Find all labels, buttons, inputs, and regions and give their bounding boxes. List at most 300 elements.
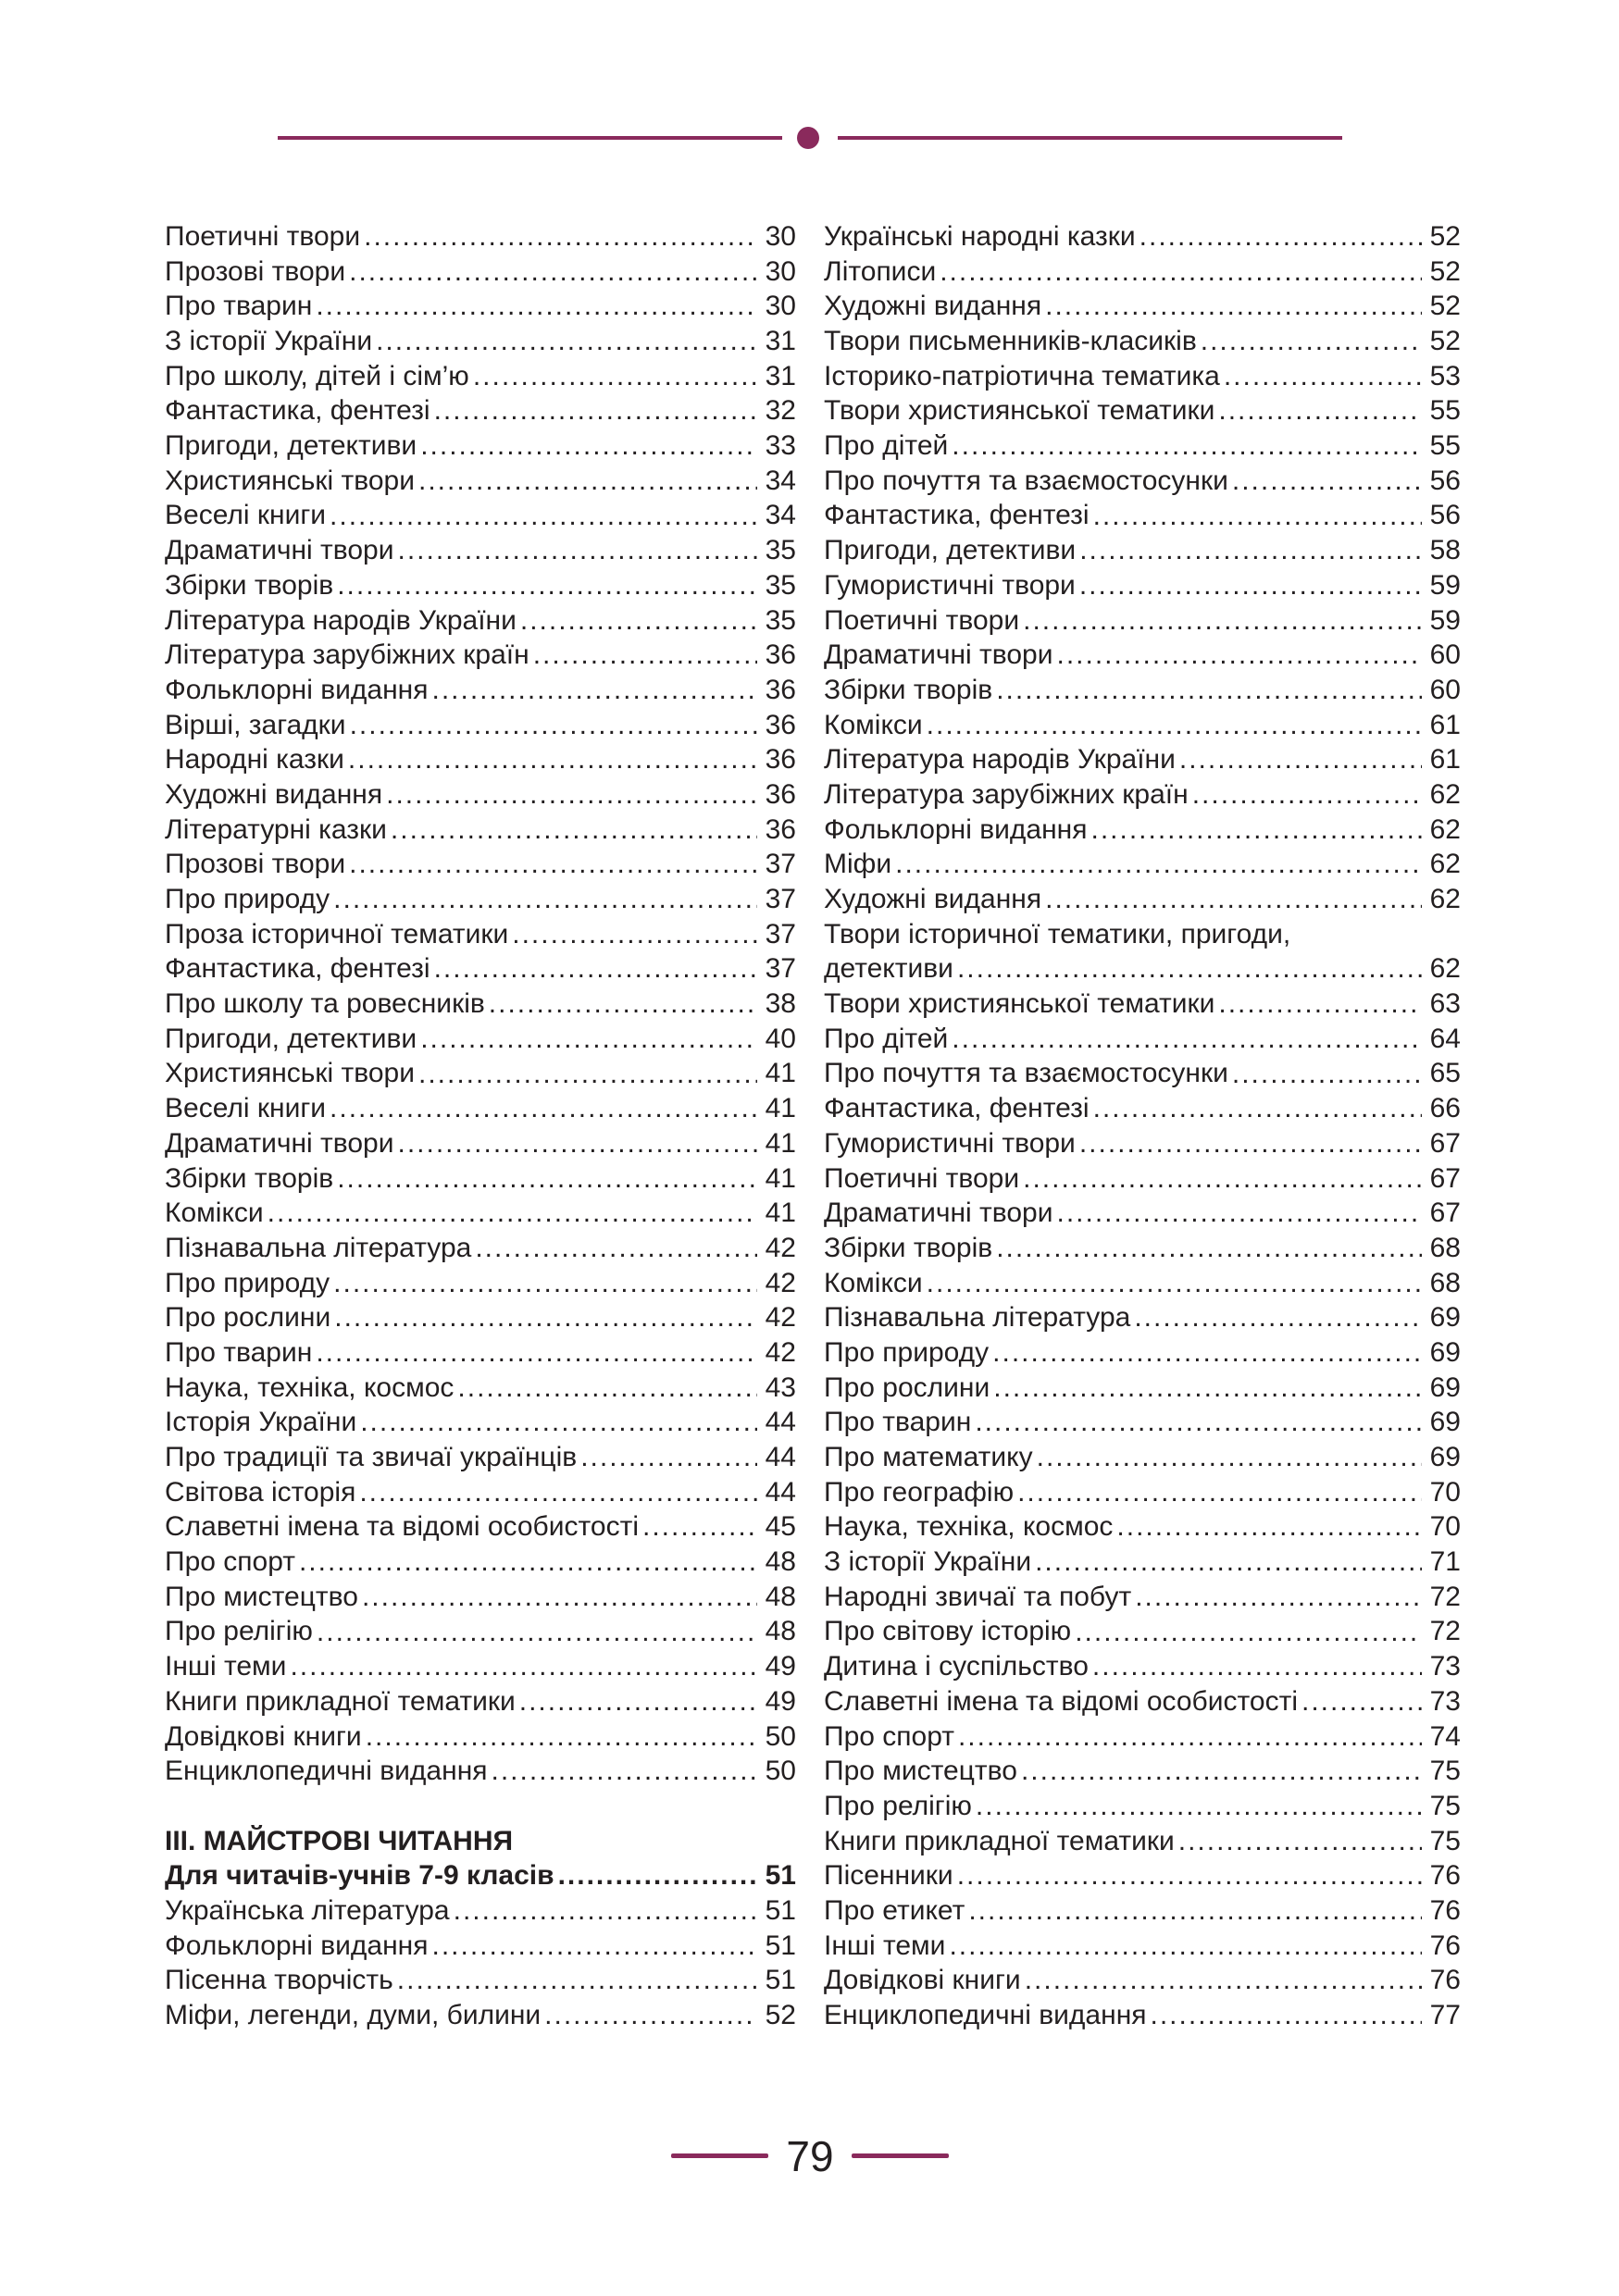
toc-entry-page: 60	[1429, 639, 1461, 671]
toc-entry[interactable]	[165, 359, 796, 394]
toc-entry[interactable]	[165, 1405, 796, 1440]
toc-entry-page: 51	[765, 1860, 796, 1892]
toc-entry-page: 30	[765, 220, 796, 252]
toc-entry-page: 56	[1429, 500, 1461, 531]
toc-entry-label: Інші теми	[165, 1651, 287, 1682]
toc-entry[interactable]	[824, 464, 1461, 499]
toc-entry[interactable]	[165, 1300, 796, 1335]
toc-entry-page: 55	[1429, 430, 1461, 462]
page-number: 79	[786, 2132, 834, 2180]
toc-entry-page: 36	[765, 674, 796, 705]
toc-entry-page: 44	[765, 1442, 796, 1473]
toc-entry-page: 69	[1429, 1336, 1461, 1368]
toc-entry[interactable]	[824, 1475, 1461, 1510]
toc-entry-label: Літературні казки	[165, 813, 387, 845]
dot-leader	[398, 533, 758, 568]
toc-entry-label: Фантастика, фентезі	[165, 395, 430, 427]
dot-leader	[1025, 1963, 1422, 1998]
toc-entry-page: 58	[1429, 535, 1461, 566]
toc-entry[interactable]	[165, 1091, 796, 1126]
toc-entry-page: 67	[1429, 1162, 1461, 1194]
toc-entry[interactable]	[165, 708, 796, 743]
dot-leader	[976, 1789, 1422, 1824]
dot-leader	[418, 464, 757, 499]
dot-leader	[364, 219, 757, 254]
toc-entry-label: Про школу, дітей і сім’ю	[165, 360, 469, 391]
dot-leader	[1218, 987, 1422, 1022]
toc-entry-label: Фольклорні видання	[824, 813, 1088, 845]
toc-entry[interactable]	[824, 1963, 1461, 1998]
toc-entry-label: Про географію	[824, 1476, 1015, 1508]
dot-leader	[1192, 777, 1422, 813]
dot-leader	[949, 1929, 1422, 1964]
toc-entry[interactable]	[165, 254, 796, 290]
toc-entry[interactable]	[165, 917, 796, 952]
toc-entry[interactable]	[165, 1719, 796, 1755]
toc-entry-page: 77	[1429, 2000, 1461, 2031]
toc-entry[interactable]	[824, 1789, 1461, 1824]
dot-leader	[359, 1475, 757, 1510]
dot-leader	[1037, 1440, 1422, 1475]
toc-entry-label: Вірші, загадки	[165, 709, 346, 740]
toc-entry[interactable]	[165, 951, 796, 987]
toc-entry[interactable]	[824, 359, 1461, 394]
toc-entry[interactable]	[824, 1022, 1461, 1057]
toc-entry-page: 52	[1429, 220, 1461, 252]
toc-entry-page: 76	[1429, 1930, 1461, 1961]
dot-leader	[1224, 359, 1422, 394]
dot-leader	[940, 254, 1422, 290]
toc-entry[interactable]	[824, 673, 1461, 708]
dot-leader	[290, 1649, 757, 1684]
dot-leader	[1021, 1754, 1422, 1789]
toc-entry-page: 69	[1429, 1442, 1461, 1473]
toc-entry[interactable]	[824, 1684, 1461, 1719]
toc-entry[interactable]	[824, 1754, 1461, 1789]
dot-leader	[299, 1545, 757, 1580]
toc-entry-page: 70	[1429, 1511, 1461, 1543]
toc-entry-label: Християнські твори	[165, 1058, 415, 1089]
toc-entry[interactable]	[165, 1475, 796, 1510]
dot-leader	[580, 1440, 757, 1475]
toc-entry-page: 37	[765, 884, 796, 915]
toc-entry-page: 52	[1429, 326, 1461, 357]
toc-entry-page: 43	[765, 1371, 796, 1403]
toc-entry-label: Література народів України	[824, 744, 1176, 776]
toc-entry[interactable]	[824, 847, 1461, 882]
section-heading: III. МАЙСТРОВІ ЧИТАННЯ	[165, 1825, 514, 1856]
toc-entry[interactable]	[824, 777, 1461, 813]
toc-entry[interactable]	[165, 1998, 796, 2033]
dot-leader	[454, 1893, 757, 1929]
dot-leader	[512, 917, 757, 952]
dot-leader	[1232, 464, 1422, 499]
toc-entry[interactable]	[165, 1509, 796, 1545]
toc-entry[interactable]	[165, 1649, 796, 1684]
toc-entry[interactable]	[165, 813, 796, 848]
toc-entry[interactable]	[824, 1649, 1461, 1684]
toc-entry[interactable]	[824, 742, 1461, 777]
toc-entry-label: Історія України	[165, 1407, 357, 1438]
toc-entry[interactable]	[165, 638, 796, 673]
toc-entry-page: 55	[1429, 395, 1461, 427]
dot-leader	[1023, 1161, 1422, 1197]
dot-leader	[558, 1858, 757, 1893]
dot-leader	[996, 1231, 1422, 1266]
footer-line-left	[671, 2153, 768, 2158]
toc-entry-label: Про природу	[165, 884, 330, 915]
toc-entry-label: Пригоди, детективи	[824, 535, 1077, 566]
toc-entry-label: Славетні імена та відомі особистості	[824, 1685, 1298, 1717]
toc-entry[interactable]	[824, 289, 1461, 324]
toc-entry[interactable]	[824, 428, 1461, 464]
toc-entry[interactable]	[165, 1684, 796, 1719]
toc-entry[interactable]	[165, 1440, 796, 1475]
dot-leader	[1135, 1580, 1422, 1615]
toc-entry-page: 68	[1429, 1267, 1461, 1298]
toc-entry-label: Про природу	[165, 1267, 330, 1298]
toc-entry-label: Комікси	[824, 709, 923, 740]
dot-leader	[1218, 393, 1422, 428]
toc-entry-page: 36	[765, 778, 796, 810]
toc-entry[interactable]	[165, 1963, 796, 1998]
toc-entry-label: Гумористичні твори	[824, 569, 1076, 601]
toc-entry[interactable]	[824, 1196, 1461, 1231]
toc-entry-page: 48	[765, 1581, 796, 1612]
toc-entry-page: 42	[765, 1336, 796, 1368]
toc-entry[interactable]	[824, 1231, 1461, 1266]
toc-entry[interactable]	[824, 603, 1461, 639]
toc-entry[interactable]	[824, 882, 1461, 917]
toc-entry[interactable]	[165, 393, 796, 428]
toc-entry-page: 74	[1429, 1720, 1461, 1752]
dot-leader	[1301, 1684, 1422, 1719]
toc-entry-label: Проза історичної тематики	[165, 918, 509, 949]
dot-leader	[492, 1754, 757, 1789]
toc-entry-label: Для читачів-учнів 7-9 класів	[165, 1860, 554, 1892]
dot-leader	[349, 254, 757, 290]
toc-entry[interactable]	[165, 289, 796, 324]
toc-entry[interactable]	[824, 499, 1461, 534]
toc-entry-label: Світова історія	[165, 1476, 356, 1508]
toc-list-right-bottom	[824, 987, 1461, 2033]
toc-entry[interactable]	[824, 1300, 1461, 1335]
dot-leader	[420, 1022, 757, 1057]
toc-entry-page: 52	[765, 2000, 796, 2031]
toc-entry-label: Про почуття та взаємостосунки	[824, 465, 1228, 496]
toc-entry-label: Довідкові книги	[165, 1720, 362, 1752]
toc-entry[interactable]	[824, 1440, 1461, 1475]
toc-entry-label: Поетичні твори	[165, 220, 361, 252]
toc-entry[interactable]	[165, 1929, 796, 1964]
toc-entry[interactable]	[824, 708, 1461, 743]
toc-entry-page: 62	[1429, 884, 1461, 915]
toc-entry[interactable]	[824, 1335, 1461, 1371]
dot-leader	[952, 1022, 1422, 1057]
toc-entry[interactable]	[824, 1615, 1461, 1650]
toc-entry-page: 30	[765, 291, 796, 322]
toc-entry[interactable]	[824, 1858, 1461, 1893]
dot-leader	[1232, 1057, 1422, 1092]
dot-leader	[968, 1893, 1422, 1929]
toc-entry-label: Про тварин	[824, 1407, 972, 1438]
footer-line-right	[852, 2153, 949, 2158]
toc-entry[interactable]	[165, 1266, 796, 1301]
dot-leader	[1079, 1126, 1422, 1161]
dot-leader	[533, 638, 757, 673]
toc-entry-label: Пізнавальна література	[824, 1302, 1131, 1334]
toc-entry-page: 35	[765, 535, 796, 566]
dot-leader	[362, 1580, 757, 1615]
toc-entry-label: Українська література	[165, 1894, 450, 1926]
toc-entry-label: Дитина і суспільство	[824, 1651, 1089, 1682]
toc-entry[interactable]	[824, 324, 1461, 359]
toc-entry[interactable]	[165, 533, 796, 568]
toc-entry-label: Про почуття та взаємостосунки	[824, 1058, 1228, 1089]
toc-entry[interactable]	[165, 1335, 796, 1371]
toc-entry-page: 67	[1429, 1127, 1461, 1159]
toc-entry-page: 62	[1429, 953, 1461, 985]
dot-leader	[348, 742, 757, 777]
dot-leader	[1045, 882, 1422, 917]
toc-entry-label: Про спорт	[824, 1720, 954, 1752]
toc-entry-label: Прозові твори	[165, 255, 346, 287]
toc-entry[interactable]	[824, 638, 1461, 673]
toc-entry-label: Про рослини	[824, 1371, 990, 1403]
toc-entry-label: Твори християнської тематики	[824, 988, 1215, 1020]
toc-entry-page: 37	[765, 918, 796, 949]
toc-entry-page: 63	[1429, 988, 1461, 1020]
toc-entry[interactable]	[165, 1615, 796, 1650]
toc-entry-page: 42	[765, 1232, 796, 1263]
toc-entry-page: 31	[765, 360, 796, 391]
dot-leader	[333, 1266, 757, 1301]
toc-entry[interactable]	[824, 568, 1461, 603]
toc-entry[interactable]	[824, 393, 1461, 428]
toc-entry-label: Пісенники	[824, 1860, 953, 1892]
dot-leader	[975, 1405, 1422, 1440]
toc-entry-label: Про світову історію	[824, 1616, 1072, 1647]
toc-entry[interactable]	[165, 1231, 796, 1266]
toc-entry-label: Про математику	[824, 1442, 1033, 1473]
toc-entry[interactable]	[824, 1405, 1461, 1440]
toc-entry[interactable]	[824, 1371, 1461, 1406]
dot-leader	[434, 951, 757, 987]
toc-entry[interactable]	[165, 1545, 796, 1580]
toc-entry-page: 73	[1429, 1685, 1461, 1717]
toc-entry[interactable]	[824, 254, 1461, 290]
toc-entry[interactable]	[165, 777, 796, 813]
toc-entry[interactable]	[165, 464, 796, 499]
toc-entry-two-line[interactable]	[824, 917, 1461, 987]
toc-entry-label: Народні казки	[165, 744, 344, 776]
toc-entry-page: 41	[765, 1162, 796, 1194]
toc-entry[interactable]	[824, 1161, 1461, 1197]
toc-entry-page: 73	[1429, 1651, 1461, 1682]
toc-entry-label: Художні видання	[824, 884, 1042, 915]
toc-entry-label: Славетні імена та відомі особистості	[165, 1511, 639, 1543]
dot-leader	[360, 1405, 757, 1440]
toc-entry-page: 41	[765, 1198, 796, 1229]
dot-leader	[1079, 533, 1422, 568]
toc-entry[interactable]	[165, 882, 796, 917]
toc-entry-page: 44	[765, 1476, 796, 1508]
dot-leader	[1045, 289, 1422, 324]
toc-entry-label: Фольклорні видання	[165, 1930, 429, 1961]
toc-entry[interactable]	[165, 1161, 796, 1197]
toc-entry-page: 72	[1429, 1616, 1461, 1647]
toc-entry[interactable]	[165, 673, 796, 708]
toc-entry[interactable]	[165, 1858, 796, 1893]
toc-entry-page: 34	[765, 500, 796, 531]
toc-entry-label: Книги прикладної тематики	[824, 1825, 1175, 1856]
toc-entry-page: 71	[1429, 1546, 1461, 1578]
toc-entry[interactable]	[824, 1509, 1461, 1545]
toc-column-left	[165, 219, 796, 2033]
toc-entry[interactable]	[165, 1893, 796, 1929]
dot-leader	[1201, 324, 1422, 359]
toc-entry-label: Про тварин	[165, 1336, 313, 1368]
toc-entry-page: 49	[765, 1685, 796, 1717]
toc-entry[interactable]	[165, 219, 796, 254]
toc-entry[interactable]	[165, 428, 796, 464]
toc-entry[interactable]	[165, 1057, 796, 1092]
toc-entry-page: 38	[765, 988, 796, 1020]
toc-entry[interactable]	[824, 219, 1461, 254]
toc-entry-page: 75	[1429, 1756, 1461, 1787]
dot-leader	[334, 1300, 757, 1335]
dot-leader	[457, 1371, 757, 1406]
toc-entry-label: Християнські твори	[165, 465, 415, 496]
toc-entry-label: Прозові твори	[165, 849, 346, 880]
toc-entry-label: Про релігію	[165, 1616, 313, 1647]
toc-entry-label: Довідкові книги	[824, 1965, 1021, 1996]
toc-entry[interactable]	[165, 1196, 796, 1231]
dot-leader	[349, 847, 757, 882]
toc-entry[interactable]	[824, 1998, 1461, 2033]
toc-entry-page: 69	[1429, 1302, 1461, 1334]
toc-entry[interactable]	[165, 1580, 796, 1615]
toc-entry[interactable]	[165, 1371, 796, 1406]
toc-entry[interactable]	[165, 603, 796, 639]
dot-leader	[993, 1371, 1422, 1406]
toc-entry-label: Про тварин	[165, 291, 313, 322]
toc-entry-label-line1: Твори історичної тематики, пригоди,	[824, 918, 1291, 949]
toc-entry-page: 52	[1429, 255, 1461, 287]
dot-leader	[431, 673, 757, 708]
dot-leader	[1179, 742, 1422, 777]
dot-leader	[992, 1335, 1422, 1371]
dot-leader	[1178, 1824, 1422, 1859]
toc-entry-page: 50	[765, 1756, 796, 1787]
toc-list-left	[165, 219, 796, 1789]
toc-entry-page: 76	[1429, 1860, 1461, 1892]
dot-leader	[431, 1929, 757, 1964]
toc-entry[interactable]	[165, 1754, 796, 1789]
toc-entry-label: Пізнавальна література	[165, 1232, 472, 1263]
toc-entry-label: Збірки творів	[824, 1232, 993, 1263]
toc-entry-page: 49	[765, 1651, 796, 1682]
toc-entry-label: Міфи, легенди, думи, билини	[165, 2000, 542, 2031]
dot-leader	[473, 359, 757, 394]
toc-entry[interactable]	[824, 1266, 1461, 1301]
toc-entry[interactable]	[824, 1719, 1461, 1755]
toc-entry-page: 50	[765, 1720, 796, 1752]
toc-entry-label: Про мистецтво	[165, 1581, 358, 1612]
dot-leader	[952, 428, 1422, 464]
toc-entry-page: 75	[1429, 1825, 1461, 1856]
toc-entry-label: Фольклорні видання	[165, 674, 429, 705]
toc-entry-label: Художні видання	[824, 291, 1042, 322]
toc-entry[interactable]	[165, 742, 796, 777]
toc-entry-page: 51	[765, 1930, 796, 1961]
toc-entry[interactable]	[824, 1091, 1461, 1126]
toc-entry-label: Енциклопедичні видання	[824, 2000, 1147, 2031]
toc-entry[interactable]	[824, 1893, 1461, 1929]
toc-entry-label: Про спорт	[165, 1546, 295, 1578]
dot-leader	[927, 1266, 1422, 1301]
dot-leader	[366, 1719, 757, 1755]
toc-entry-page: 41	[765, 1093, 796, 1124]
toc-entry[interactable]	[824, 1929, 1461, 1964]
toc-entry-page: 56	[1429, 465, 1461, 496]
toc-entry-page: 41	[765, 1127, 796, 1159]
toc-entry-label: Літописи	[824, 255, 937, 287]
toc-entry[interactable]	[824, 1545, 1461, 1580]
dot-leader	[957, 1858, 1422, 1893]
toc-entry[interactable]	[824, 987, 1461, 1022]
toc-entry-label: Поетичні твори	[824, 604, 1020, 636]
toc-entry-page: 59	[1429, 604, 1461, 636]
toc-entry-page: 35	[765, 604, 796, 636]
toc-entry-label: Про природу	[824, 1336, 990, 1368]
toc-entry-label: Художні видання	[165, 778, 383, 810]
toc-entry-page: 48	[765, 1546, 796, 1578]
dot-leader	[1093, 1091, 1422, 1126]
top-ornament	[278, 125, 1342, 151]
toc-entry-label: Драматичні твори	[824, 639, 1053, 671]
toc-entry[interactable]	[165, 568, 796, 603]
dot-leader	[333, 882, 757, 917]
toc-entry-label: Драматичні твори	[165, 1127, 394, 1159]
toc-entry-label: Наука, техніка, космос	[165, 1371, 455, 1403]
toc-entry[interactable]	[824, 813, 1461, 848]
toc-entry[interactable]	[165, 847, 796, 882]
toc-entry[interactable]	[165, 499, 796, 534]
ornament-line-left	[278, 136, 782, 140]
dot-leader	[958, 1719, 1422, 1755]
toc-entry-page: 67	[1429, 1198, 1461, 1229]
toc-entry-label: Фантастика, фентезі	[824, 1093, 1090, 1124]
toc-entry[interactable]	[165, 1022, 796, 1057]
toc-entry[interactable]	[824, 1126, 1461, 1161]
toc-entry-label: Про школу та ровесників	[165, 988, 485, 1020]
toc-entry[interactable]	[824, 1580, 1461, 1615]
toc-entry[interactable]	[824, 1057, 1461, 1092]
page-footer	[671, 2128, 949, 2184]
toc-entry-label: Про дітей	[824, 430, 949, 462]
toc-entry-page: 31	[765, 326, 796, 357]
toc-entry[interactable]	[824, 1824, 1461, 1859]
toc-entry-label: Збірки творів	[824, 674, 993, 705]
toc-entry[interactable]	[165, 987, 796, 1022]
dot-leader	[398, 1126, 758, 1161]
dot-leader	[376, 324, 757, 359]
dot-leader	[418, 1057, 757, 1092]
toc-entry[interactable]	[165, 1126, 796, 1161]
toc-entry[interactable]	[824, 533, 1461, 568]
toc-entry[interactable]	[165, 324, 796, 359]
